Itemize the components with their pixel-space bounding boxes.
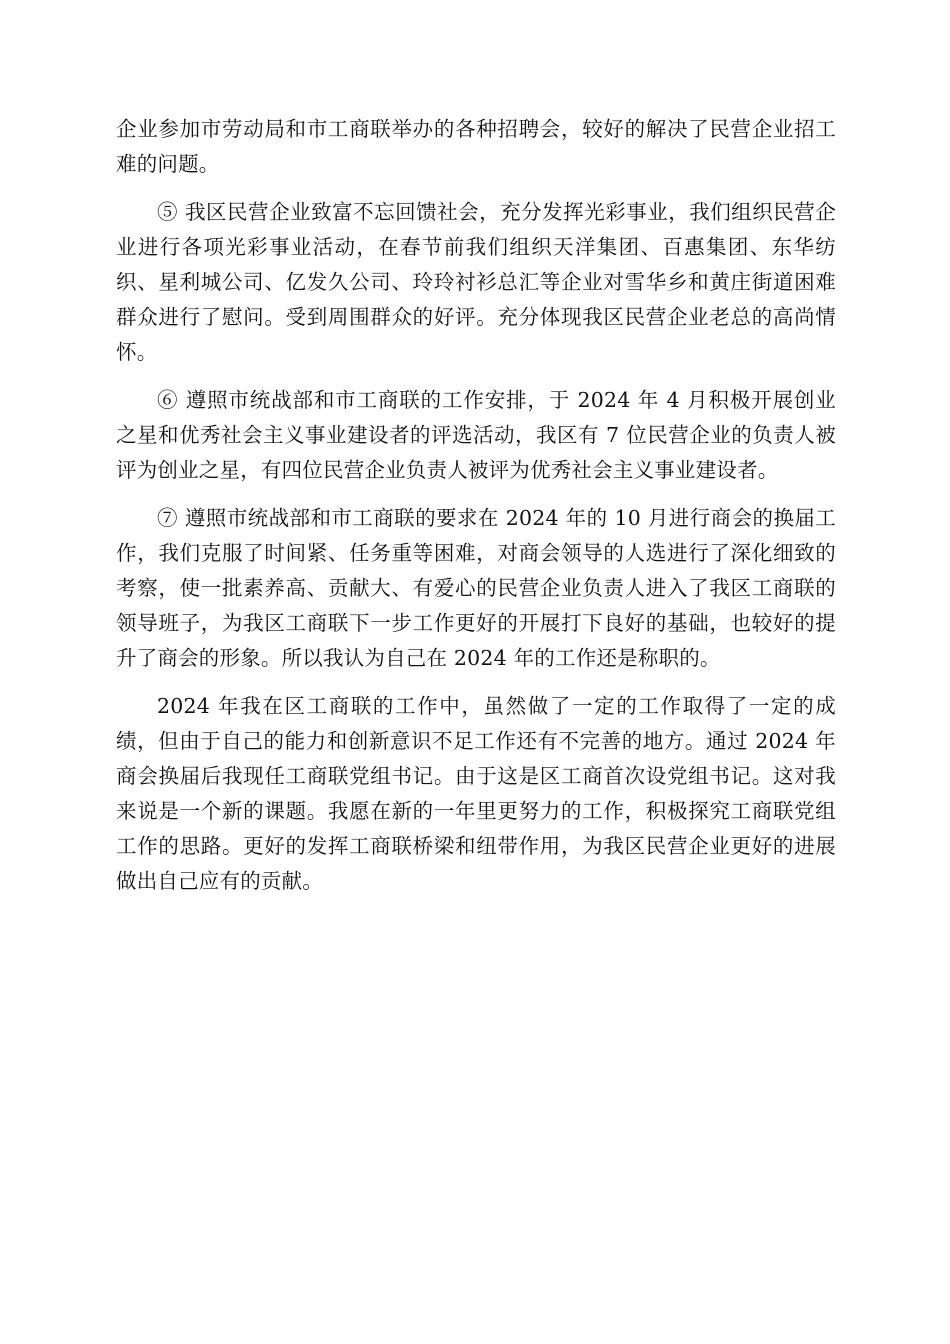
paragraph-summary: 2024 年我在区工商联的工作中，虽然做了一定的工作取得了一定的成绩，但由于自己的能力和创新意识不足工作还有不完善的地方。通过 2024 年商会换届后我现任工商联党组书记。由于这是区工商首次设党组书记。这对我来说是一个新的课题。我愿在新的一年里更努力的工作，积极探究工商联党组工作的思路。更好的发挥工商联桥梁和纽带作用，为我区民营企业更好的进展做出自己应有的贡献。: [116, 694, 836, 893]
document-body: [116, 112, 836, 912]
paragraph-continued: 企业参加市劳动局和市工商联举办的各种招聘会，较好的解决了民营企业招工难的问题。: [116, 117, 836, 176]
paragraph-item-6: ⑥ 遵照市统战部和市工商联的工作安排，于 2024 年 4 月积极开展创业之星和优秀社会主义事业建设者的评选活动，我区有 7 位民营企业的负责人被评为创业之星，有四位民营企业负责人被评为优秀社会主义事业建设者。: [116, 388, 836, 482]
paragraph-item-7: ⑦ 遵照市统战部和市工商联的要求在 2024 年的 10 月进行商会的换届工作，我们克服了时间紧、任务重等困难，对商会领导的人选进行了深化细致的考察，使一批素养高、贡献大、有爱心的民营企业负责人进入了我区工商联的领导班子，为我区工商联下一步工作更好的开展打下良好的基础，也较好的提升了商会的形象。所以我认为自己在 2024 年的工作还是称职的。: [116, 506, 836, 670]
paragraph-item-5: ⑤ 我区民营企业致富不忘回馈社会，充分发挥光彩事业，我们组织民营企业进行各项光彩事业活动，在春节前我们组织天洋集团、百惠集团、东华纺织、星利城公司、亿发久公司、玲玲衬衫总汇等企业对雪华乡和黄庄街道困难群众进行了慰问。受到周围群众的好评。充分体现我区民营企业老总的高尚情怀。: [116, 200, 836, 364]
